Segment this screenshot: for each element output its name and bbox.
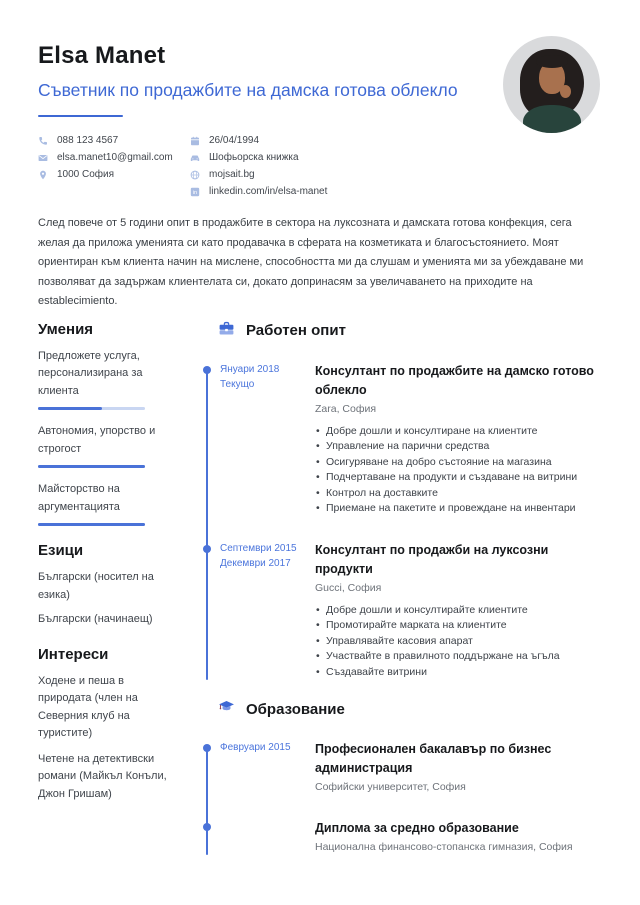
calendar-icon [190,136,200,146]
linkedin-value: linkedin.com/in/elsa-manet [209,186,328,197]
job-bullet: • Добре дошли и консултирайте клиентите [315,603,602,619]
job-company: Gucci, София [315,581,382,594]
contact-birthdate [190,132,327,149]
job-bullet: • Добре дошли и консултиране на клиентите [315,424,602,440]
interests-heading: Интереси [38,645,109,663]
svg-text:in: in [192,189,198,196]
contact-linkedin[interactable] [190,183,327,200]
job-bullet: • Участвайте в правилното поддържане на ъгъла [315,649,602,665]
profile-summary: След повече от 5 години опит в продажбите в сектора на луксозната и дамската готова конфекция, сега желая да приложа уменията си като продавачка в сферата на козметиката и благосъстоянието. Моят ориентиран към клиента начин на мислене, способността ми да слушам и уменията ми за убеждаване ми позволяват да задържам клиентелата си, докато допринасям за увеличаването на приходите на establecimiento. [38,217,584,307]
contact-column-left [38,132,190,200]
education-header [198,699,602,719]
entry-dates: Януари 2018 Текущо [220,363,280,390]
sidebar [38,321,178,856]
phone-value: 088 123 4567 [57,135,119,146]
entry-dates: Септември 2015 Декември 2017 [220,542,297,569]
job-company: Zara, София [315,402,377,415]
degree-school: Софийски университет, София [315,781,466,793]
contact-license [190,149,327,166]
experience-entry [198,362,602,517]
photo-hand [560,85,571,98]
interest-item: Четене на детективски романи (Майкъл Конъли, Джон Гришам) [38,752,167,800]
contact-phone [38,132,190,149]
job-bullet: • Създавайте витрини [315,665,602,681]
profile-photo [503,36,600,133]
languages-heading: Езици [38,542,84,559]
job-bullets [315,603,602,681]
language-item: Български (носител на езика) [38,571,154,601]
website-value: mojsait.bg [209,169,255,180]
skill-bar [38,407,145,410]
job-bullets [315,424,602,517]
experience-heading: Работен опит [246,322,346,339]
person-name: Elsa Manet [38,42,166,69]
birthdate-value: 26/04/1994 [209,135,260,146]
main-content [198,321,640,856]
location-pin-icon [38,170,48,180]
entry-body [315,819,602,855]
headline-underline [38,115,123,117]
main-columns [0,321,640,856]
education-entry [198,819,602,855]
experience-timeline [198,362,602,681]
skill-item: Майсторство на аргументацията [38,481,178,526]
job-bullet: • Осигуряване на добро състояние на магазина [315,455,602,471]
phone-icon [38,136,48,146]
education-timeline [198,740,602,855]
degree-title: Диплома за средно образование [315,821,519,835]
job-title: Консултант по продажбите на дамско готово облекло [315,363,594,397]
photo-shirt [523,105,581,133]
entry-dates: Февруари 2015 [220,742,291,753]
skill-bar [38,523,145,526]
job-bullet: • Приемане на пакетите и провеждане на инвентари [315,501,602,517]
job-bullet: • Подчертаване на продукти и създаване на витрини [315,470,602,486]
license-value: Шофьорска книжка [209,152,299,163]
graduation-cap-icon [218,698,235,720]
languages-section [38,542,178,629]
contact-column-right [190,132,327,200]
globe-icon [190,170,200,180]
cv-header [0,0,640,200]
job-bullet: • Управление на парични средства [315,439,602,455]
language-item: Български (начинаещ) [38,613,153,625]
job-bullet: • Промотирайте марката на клиентите [315,618,602,634]
entry-body [315,740,602,795]
contact-email[interactable] [38,149,190,166]
interest-item: Ходене и пеша в природата (член на Северния клуб на туристите) [38,674,138,739]
email-icon [38,153,48,163]
briefcase-icon [218,320,235,342]
experience-section [198,321,602,681]
skill-bar [38,465,145,468]
experience-entry [198,541,602,681]
job-bullet: • Управлявайте касовия апарат [315,634,602,650]
experience-header [198,321,602,341]
degree-school: Национална финансово-стопанска гимназия, София [315,841,573,853]
education-section [198,699,602,855]
degree-title: Професионален бакалавър по бизнес администрация [315,742,552,775]
email-value: elsa.manet10@gmail.com [57,152,173,163]
contact-block [38,132,602,200]
interests-section [38,646,178,804]
job-headline: Съветник по продажбите на дамска готова облекло [38,80,458,100]
entry-body [315,362,602,517]
skill-item: Предложете услуга, персонализирана за клиента [38,348,178,411]
entry-dates [198,819,315,855]
photo-bangs [536,55,568,68]
contact-location [38,166,190,183]
skills-heading: Умения [38,320,94,338]
car-icon [190,153,200,163]
contact-website[interactable] [190,166,327,183]
job-bullet: • Контрол на доставките [315,486,602,502]
linkedin-icon [190,187,200,197]
location-value: 1000 София [57,169,115,180]
job-title: Консултант по продажби на луксозни продукти [315,542,549,576]
skill-item: Автономия, упорство и строгост [38,423,178,468]
education-entry [198,740,602,795]
education-heading: Образование [246,700,345,718]
entry-body [315,541,602,681]
